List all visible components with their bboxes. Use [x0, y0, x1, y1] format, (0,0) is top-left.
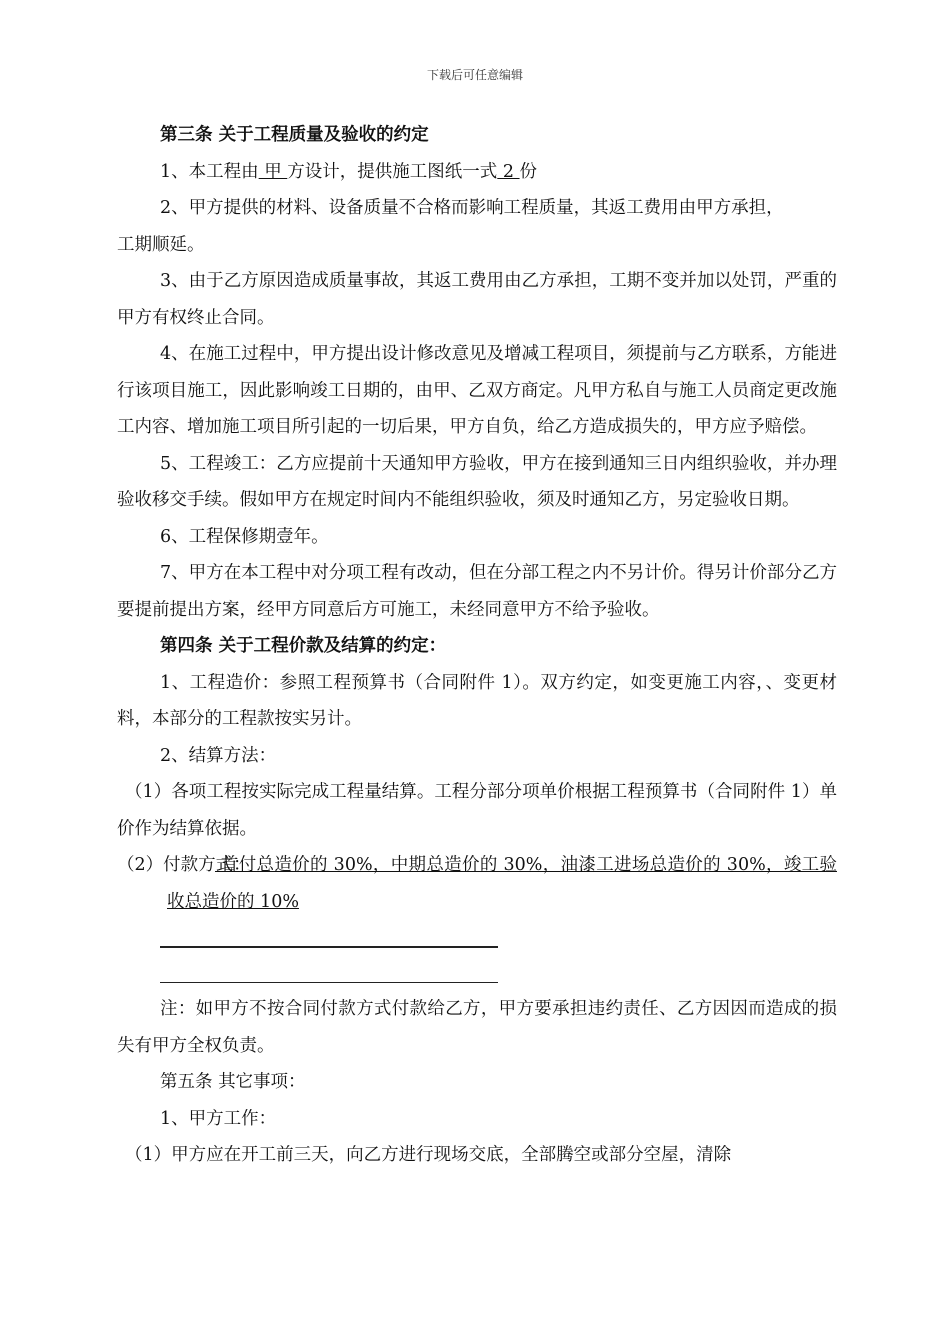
article-4-settlement-1: （1）各项工程按实际完成工程量结算。工程分部分项单价根据工程预算书（合同附件 1）单价作为结算依据。 — [117, 782, 837, 839]
page-header-note: 下载后可任意编辑 — [426, 68, 523, 82]
payment-terms-blank: 首付总造价的 30%，中期总造价的 30%，油漆工进场总造价的 30%，竣工验收总造价的 10% — [167, 855, 837, 912]
article-3-title: 第三条 关于工程质量及验收的约定 — [160, 125, 429, 145]
article-3-clause-2-cont: 工期顺延。 — [117, 234, 205, 255]
article-5-clause-1-1: （1）甲方应在开工前三天，向乙方进行现场交底，全部腾空或部分空屋，清除 — [125, 1145, 732, 1165]
article-3-clause-5: 5、工程竣工：乙方应提前十天通知甲方验收，甲方在接到通知三日内组织验收，并办理验收移交手续。假如甲方在规定时间内不能组织验收，须及时通知乙方，另定验收日期。 — [117, 453, 837, 510]
article-5-title: 第五条 其它事项： — [160, 1072, 306, 1092]
article-4-clause-2: 2、结算方法： — [160, 745, 277, 766]
article-5-clause-1: 1、甲方工作： — [160, 1108, 277, 1129]
drawing-count-blank: 2 — [497, 161, 520, 182]
design-party-blank: 甲 — [258, 161, 288, 182]
article-4-title: 第四条 关于工程价款及结算的约定： — [160, 636, 447, 656]
article-3-clause-4: 4、在施工过程中，甲方提出设计修改意见及增减工程项目，须提前与乙方联系，方能进行该项目施工，因此影响竣工日期的，由甲、乙双方商定。凡甲方私自与施工人员商定更改施工内容、增加施工项目所引起的一切后果，甲方自负，给乙方造成损失的，甲方应予赔偿。 — [117, 344, 837, 437]
article-3-clause-7: 7、甲方在本工程中对分项工程有改动，但在分部工程之内不另计价。得另计价部分乙方要提前提出方案，经甲方同意后方可施工，未经同意甲方不给予验收。 — [117, 563, 837, 620]
article-3-clause-2: 2、甲方提供的材料、设备质量不合格而影响工程质量，其返工费用由甲方承担， — [160, 198, 784, 218]
article-4-payment-terms: （2）付款方式： 首付总造价的 30%，中期总造价的 30%，油漆工进场总造价的 30%，竣工验收总造价的 10% — [117, 855, 837, 912]
article-3-clause-1 — [117, 154, 837, 191]
article-4-note: 注：如甲方不按合同付款方式付款给乙方，甲方要承担违约责任、乙方因因而造成的损失有甲方全权负责。 — [117, 999, 837, 1056]
clause-text: 方设计，提供施工图纸一式 — [287, 161, 498, 182]
article-3-clause-3: 3、由于乙方原因造成质量事故，其返工费用由乙方承担，工期不变并加以处罚，严重的甲方有权终止合同。 — [117, 271, 837, 328]
clause-text: 1、本工程由 — [160, 161, 259, 182]
clause-text: 份 — [519, 161, 538, 182]
article-4-clause-1: 1、工程造价：参照工程预算书（合同附件 1）。双方约定，如变更施工内容，、变更材料，本部分的工程款按实另计。 — [117, 672, 837, 729]
contract-body — [117, 117, 837, 1174]
article-3-clause-6: 6、工程保修期壹年。 — [160, 526, 329, 547]
